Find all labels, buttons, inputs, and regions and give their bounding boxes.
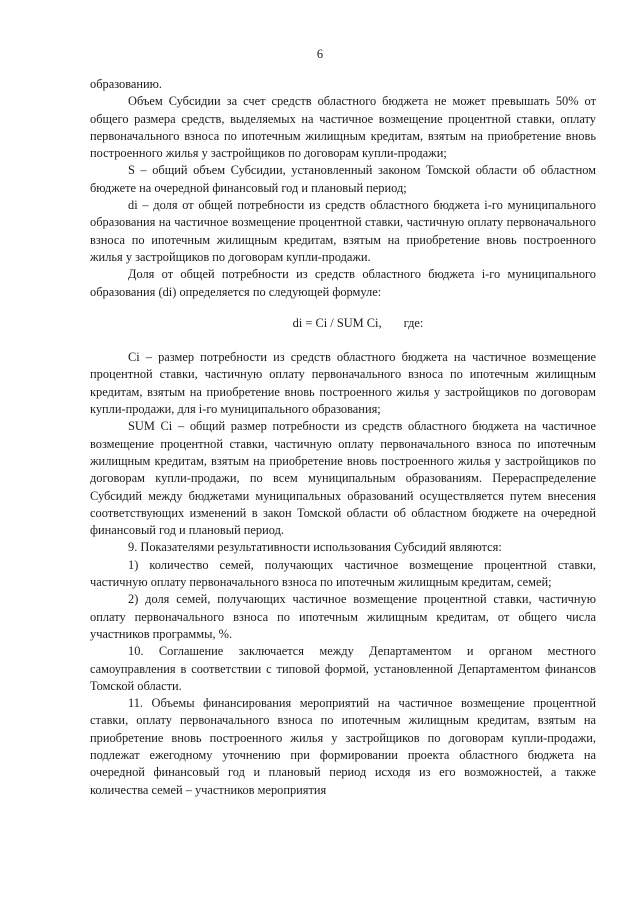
- paragraph-definition-di: di – доля от общей потребности из средств областного бюджета i-го муниципального образования на частичное возмещение процентной ставки, частичную оплату первоначального взноса по ипотечным жилищным кредитам, взятым на приобретение вновь построенного жилья у застройщиков по договорам купли-продажи.: [90, 198, 596, 264]
- formula-where: где:: [403, 315, 424, 330]
- paragraph-indicator-2: 2) доля семей, получающих частичное возмещение процентной ставки, частичную оплату первоначального взноса по ипотечным жилищным кредитам, от общего числа участников программы, %.: [90, 592, 596, 641]
- paragraph-definition-sum-ci: SUM Ci – общий размер потребности из средств областного бюджета на частичное возмещение процентной ставки, частичную оплату первоначального взноса по ипотечным жилищным кредитам, взятым на приобретение вновь построенного жилья у застройщиков по договорам купли-продажи, по всем муниципальным образованиям. Перераспределение Субсидий между бюджетами муниципальных образований осуществляется путем внесения соответствующих изменений в закон Томской области об областном бюджете на очередной финансовый год и плановый период.: [90, 419, 596, 538]
- paragraph-item-11: 11. Объемы финансирования мероприятий на частичное возмещение процентной ставки, оплату первоначального взноса по ипотечным жилищным кредитам, взятым на приобретение вновь построенного жилья у застройщиков по договорам купли-продажи, подлежат ежегодному уточнению при формировании проекта областного бюджета на очередной финансовый год и плановый период исходя из его возможностей, а также количества семей – участников мероприятия: [90, 696, 596, 797]
- paragraph-definition-s: S – общий объем Субсидии, установленный законом Томской области об областном бюджете на очередной финансовый год и плановый период;: [90, 163, 596, 195]
- paragraph-indicator-1: 1) количество семей, получающих частичное возмещение процентной ставки, частичную оплату первоначального взноса по ипотечным жилищным кредитам, семей;: [90, 557, 596, 590]
- paragraph-continuation: образованию.: [90, 77, 163, 91]
- formula-expression: di = Ci / SUM Ci,: [292, 315, 382, 330]
- paragraph-definition-ci: Ci – размер потребности из средств областного бюджета на частичное возмещение процентной ставки, частичную оплату первоначального взноса по ипотечным жилищным кредитам, взятым на приобретение вновь построенного жилья у застройщиков по договорам купли-продажи, для i-го муниципального образования;: [90, 350, 596, 417]
- paragraph-item-9: 9. Показателями результативности использования Субсидий являются:: [128, 540, 502, 555]
- paragraph-item-10: 10. Соглашение заключается между Департаментом и органом местного самоуправления в соответствии с типовой формой, установленной Департаментом финансов Томской области.: [90, 644, 596, 693]
- document-body: [90, 76, 596, 799]
- page-number: 6: [316, 47, 324, 61]
- formula: [90, 315, 596, 332]
- paragraph-subsidy-limit: Объем Субсидии за счет средств областного бюджета не может превышать 50% от общего размера средств, выделяемых на частичное возмещение процентной ставки, оплату первоначального взноса по ипотечным жилищным кредитам, взятым на приобретение вновь построенного жилья у застройщиков по договорам купли-продажи;: [90, 94, 596, 161]
- paragraph-formula-intro: Доля от общей потребности из средств областного бюджета i-го муниципального образования (di) определяется по следующей формуле:: [90, 267, 596, 299]
